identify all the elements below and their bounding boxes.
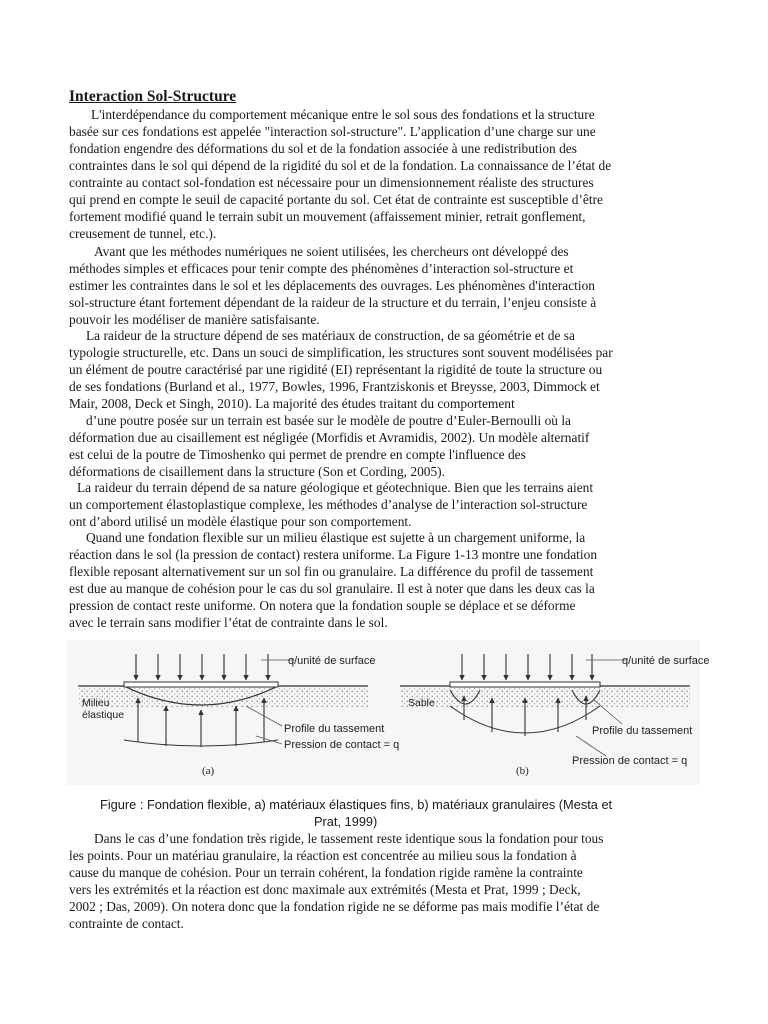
load-arrows xyxy=(136,654,268,680)
text-line: pouvoir les modéliser de manière satisfaisante. xyxy=(69,312,320,327)
text-line: typologie structurelle, etc. Dans un souci de simplification, les structures sont souvent modélisées par xyxy=(69,345,613,360)
text-line: réaction dans le sol (la pression de contact) restera uniforme. La Figure 1-13 montre une fondation xyxy=(69,547,598,562)
text-line: qui prend en compte le seuil de capacité portante du sol. Cet état de contrainte est susceptible d’être xyxy=(69,192,603,207)
figure-flexible-foundation xyxy=(66,640,710,785)
text-line: est celui de la poutre de Timoshenko qui permet de prendre en compte l'influence des xyxy=(69,447,526,462)
text-line: contraintes dans le sol qui dépend de la rigidité du sol et de la fondation. La connaissance de l’état de xyxy=(69,158,612,173)
profile-label: Profile du tassement xyxy=(284,723,385,735)
text-line: déformations de cisaillement dans la structure (Son et Cording, 2005). xyxy=(69,464,445,479)
text-line: fortement modifié quand le terrain subit un mouvement (affaissement minier, retrait gonflement, xyxy=(69,209,586,224)
pressure-label: Pression de contact = q xyxy=(284,739,400,751)
panel-tag: (b) xyxy=(516,765,529,777)
text-line: flexible reposant alternativement sur un sol fin ou granulaire. La différence du profil de tassement xyxy=(69,564,594,579)
load-arrows xyxy=(462,654,592,680)
text-line: avec le terrain sans modifier l’état de contrainte dans le sol. xyxy=(69,615,388,630)
panel-a xyxy=(78,654,399,777)
text-line: 2002 ; Das, 2009). On notera donc que la fondation rigide ne se déforme pas mais modifie l’état de xyxy=(69,899,600,914)
text-line: contrainte au contact sol-fondation est nécessaire pour un dimensionnement réaliste des structures xyxy=(69,175,594,190)
text-line: Quand une fondation flexible sur un milieu élastique est sujette à un chargement uniforme, la xyxy=(86,530,586,545)
text-line: pression de contact reste uniforme. On notera que la fondation souple se déplace et se déforme xyxy=(69,598,576,613)
foundation-beam xyxy=(450,682,600,687)
text-line: estimer les contraintes dans le sol et les déplacements des ouvrages. Les phénomènes d'interaction xyxy=(69,278,595,293)
soil-label: élastique xyxy=(82,709,125,721)
panel-tag: (a) xyxy=(202,765,215,777)
text-line: déformation due au cisaillement est négligée (Morfidis et Avramidis, 2002). Un modèle alternatif xyxy=(69,430,590,445)
load-label: q/unité de surface xyxy=(288,655,376,667)
text-line: basée sur ces fondations est appelée "interaction sol-structure". L’application d’une charge sur une xyxy=(69,124,596,139)
soil-label: Sable xyxy=(408,697,435,709)
profile-label: Profile du tassement xyxy=(592,725,693,737)
text-line: méthodes simples et efficaces pour tenir compte des phénomènes d’interaction sol-structure et xyxy=(69,261,574,276)
text-line: L'interdépendance du comportement mécanique entre le sol sous des fondations et la structure xyxy=(91,107,595,122)
panel-b xyxy=(400,654,709,777)
figure-diagram xyxy=(66,640,710,785)
page-title: Interaction Sol-Structure xyxy=(69,88,237,105)
text-line: vers les extrémités et la réaction est donc maximale aux extrémités (Mesta et Prat, 1999 ; Deck, xyxy=(69,882,581,897)
foundation-beam xyxy=(124,682,278,687)
text-line: est due au manque de cohésion pour le cas du sol granulaire. Il est à noter que dans les deux cas la xyxy=(69,581,595,596)
pressure-label: Pression de contact = q xyxy=(572,755,688,767)
text-line: d’une poutre posée sur un terrain est basée sur le modèle de poutre d’Euler-Bernoulli où la xyxy=(86,413,571,428)
text-line: un comportement élastoplastique complexe, les méthodes d’analyse de l’interaction sol-structure xyxy=(69,497,588,512)
text-line: de ses fondations (Burland et al., 1977, Bowles, 1996, Frantziskonis et Breysse, 2003, Dimmock et xyxy=(69,379,600,394)
load-label: q/unité de surface xyxy=(622,655,710,667)
text-line: Mair, 2008, Deck et Singh, 2010). La majorité des études traitant du comportement xyxy=(69,396,515,411)
text-line: fondation engendre des déformations du sol et de la fondation associée à une redistribution des xyxy=(69,141,577,156)
caption-line: Prat, 1999) xyxy=(314,814,378,829)
caption-line: Figure : Fondation flexible, a) matériaux élastiques fins, b) matériaux granulaires (Mesta et xyxy=(100,797,613,812)
text-line: La raideur du terrain dépend de sa nature géologique et géotechnique. Bien que les terrains aient xyxy=(77,480,594,495)
text-line: Avant que les méthodes numériques ne soient utilisées, les chercheurs ont développé des xyxy=(94,244,569,259)
text-line: La raideur de la structure dépend de ses matériaux de construction, de sa géométrie et de sa xyxy=(86,328,575,343)
text-line: un élément de poutre caractérisé par une rigidité (EI) représentant la rigidité de toute la structure ou xyxy=(69,362,603,377)
text-line: les points. Pour un matériau granulaire, la réaction est concentrée au milieu sous la fondation à xyxy=(69,848,577,863)
soil-label: Milieu xyxy=(82,697,110,709)
soil-layer xyxy=(400,686,690,708)
text-line: sol-structure étant fortement dépendant de la raideur de la structure et du terrain, l’enjeu consiste à xyxy=(69,295,597,310)
text-line: creusement de tunnel, etc.). xyxy=(69,226,217,241)
text-line: Dans le cas d’une fondation très rigide, le tassement reste identique sous la fondation pour tous xyxy=(94,831,604,846)
text-line: ont d’abord utilisé un modèle élastique pour son comportement. xyxy=(69,514,412,529)
text-line: cause du manque de cohésion. Pour un terrain cohérent, la fondation rigide ramène la contrainte xyxy=(69,865,583,880)
text-line: contrainte de contact. xyxy=(69,916,184,931)
soil-layer xyxy=(78,686,368,708)
